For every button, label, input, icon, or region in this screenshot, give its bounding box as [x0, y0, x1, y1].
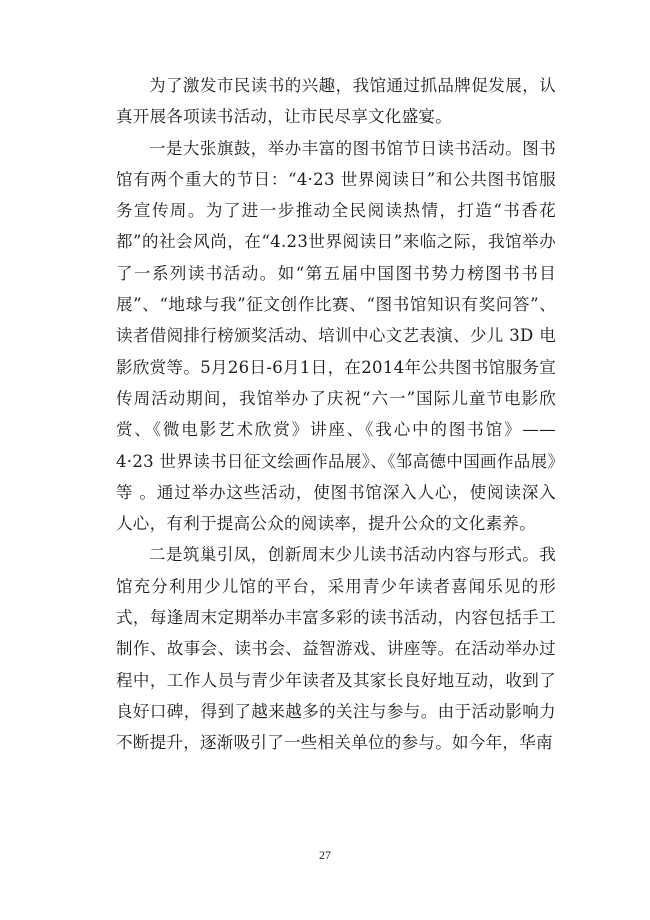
paragraph-festival-activities: 一是大张旗鼓，举办丰富的图书馆节日读书活动。图书馆有两个重大的节日：“4·23 世界阅读日”和公共图书馆服务宣传周。为了进一步推动全民阅读热情，打造“书香花都”的社会风尚，在“4.23世界阅读日”来临之际，我馆举办了一系列读书活动。如“第五届中国图书势力榜图书书目展”、“地球与我”征文创作比赛、“图书馆知识有奖问答”、读者借阅排行榜颁奖活动、培训中心文艺表演、少儿 3D 电影欣赏等。5月26日-6月1日，在2014年公共图书馆服务宣传周活动期间，我馆举办了庆祝“六一”国际儿童节电影欣赏、《微电影艺术欣赏》讲座、《我心中的图书馆》——4·23 世界读书日征文绘画作品展》、《邹高德中国画作品展》等 。通过举办这些活动，使图书馆深入人心，使阅读深入人心，有利于提高公众的阅读率，提升公众的文化素养。 — [116, 138, 556, 534]
page-number: 27 — [319, 848, 331, 862]
paragraph-intro: 为了激发市民读书的兴趣，我馆通过抓品牌促发展，认真开展各项读书活动，让市民尽享文化盛宴。 — [116, 76, 556, 127]
body-text — [116, 70, 556, 759]
paragraph-weekend-activities: 二是筑巢引凤，创新周末少儿读书活动内容与形式。我馆充分利用少儿馆的平台，采用青少年读者喜闻乐见的形式，每逢周末定期举办丰富多彩的读书活动，内容包括手工制作、故事会、读书会、益智游戏、讲座等。在活动举办过程中，工作人员与青少年读者及其家长良好地互动，收到了良好口碑，得到了越来越多的关注与参与。由于活动影响力不断提升，逐渐吸引了一些相关单位的参与。如今年，华南 — [116, 545, 556, 753]
